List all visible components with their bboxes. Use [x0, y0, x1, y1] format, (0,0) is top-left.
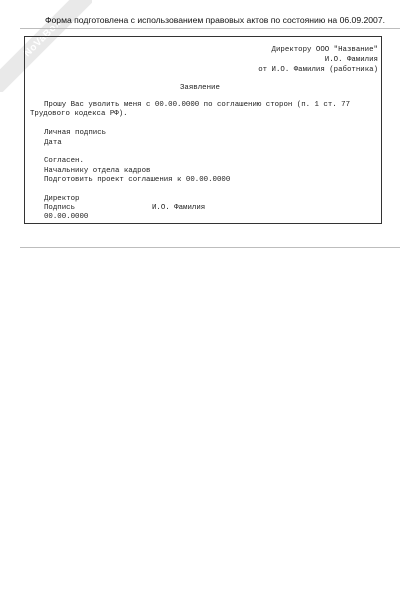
- resolution-agreed: Согласен.: [44, 157, 84, 165]
- addressee-director: Директору ООО "Название": [271, 46, 378, 54]
- resolution-instruction: Подготовить проект соглашения к 00.00.0000: [44, 176, 231, 184]
- director-date: 00.00.0000: [44, 213, 89, 221]
- top-divider: [20, 28, 400, 29]
- request-line-2: Трудового кодекса РФ).: [30, 110, 128, 118]
- request-line-1: Прошу Вас уволить меня с 00.00.0000 по соглашению сторон (п. 1 ст. 77: [44, 101, 351, 109]
- director-title: Директор: [44, 195, 80, 203]
- resolution-to-hr: Начальнику отдела кадров: [44, 167, 151, 175]
- director-signature-label: Подпись: [44, 204, 76, 212]
- watermark-text: NoVaBox: [0, 0, 92, 92]
- document-title: Заявление: [180, 84, 220, 92]
- director-name: И.О. Фамилия: [152, 204, 206, 212]
- addressee-from: от И.О. Фамилия (работника): [258, 66, 378, 74]
- employee-signature-label: Личная подпись: [44, 129, 107, 137]
- header-note: Форма подготовлена с использованием правовых актов по состоянию на 06.09.2007.: [44, 15, 385, 25]
- addressee-director-name: И.О. Фамилия: [324, 56, 378, 64]
- employee-date-label: Дата: [44, 139, 62, 147]
- bottom-divider: [20, 247, 400, 248]
